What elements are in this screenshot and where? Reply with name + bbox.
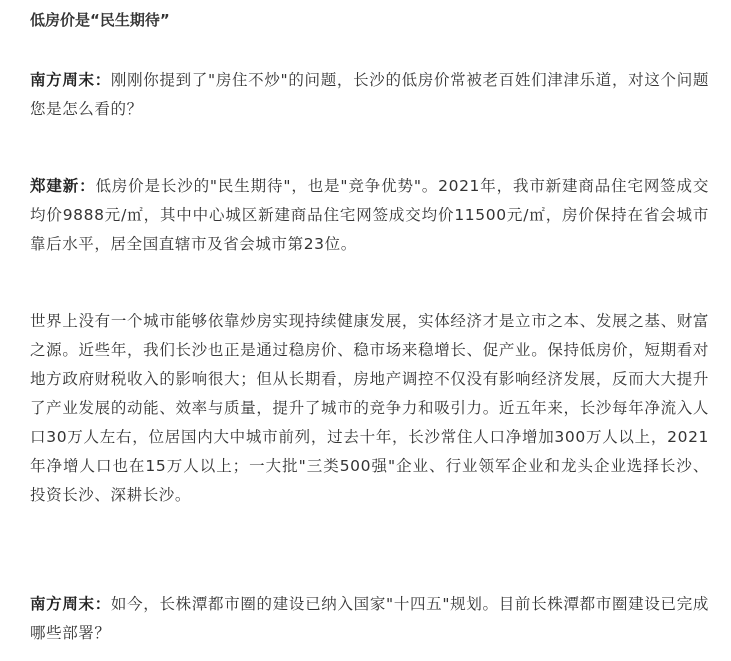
- paragraph-question-1: [30, 66, 709, 124]
- paragraph-text: 低房价是长沙的"民生期待"，也是"竞争优势"。2021年，我市新建商品住宅网签成交均价9888元/㎡，其中中心城区新建商品住宅网签成交均价11500元/㎡，房价保持在省会城市靠后水平，居全国直辖市及省会城市第23位。: [30, 177, 709, 253]
- speaker-label: 郑建新：: [30, 177, 96, 195]
- paragraph-question-2: [30, 590, 709, 648]
- speaker-label: 南方周末：: [30, 595, 111, 613]
- paragraph-text: 刚刚你提到了"房住不炒"的问题，长沙的低房价常被老百姓们津津乐道，对这个问题您是怎么看的？: [30, 71, 709, 118]
- paragraph-answer-2: [30, 307, 709, 510]
- paragraph-text: 世界上没有一个城市能够依靠炒房实现持续健康发展，实体经济才是立市之本、发展之基、财富之源。近些年，我们长沙也正是通过稳房价、稳市场来稳增长、促产业。保持低房价，短期看对地方政府财税收入的影响很大；但从长期看，房地产调控不仅没有影响经济发展，反而大大提升了产业发展的动能、效率与质量，提升了城市的竞争力和吸引力。近五年来，长沙每年净流入人口30万人左右，位居国内大中城市前列，过去十年，长沙常住人口净增加300万人以上，2021年净增人口也在15万人以上；一大批"三类500强"企业、行业领军企业和龙头企业选择长沙、投资长沙、深耕长沙。: [30, 312, 709, 504]
- article-heading: 低房价是“民生期待”: [30, 11, 170, 29]
- paragraph-text: 如今，长株潭都市圈的建设已纳入国家"十四五"规划。目前长株潭都市圈建设已完成哪些部署？: [30, 595, 709, 642]
- paragraph-answer-1: [30, 172, 709, 259]
- speaker-label: 南方周末：: [30, 71, 111, 89]
